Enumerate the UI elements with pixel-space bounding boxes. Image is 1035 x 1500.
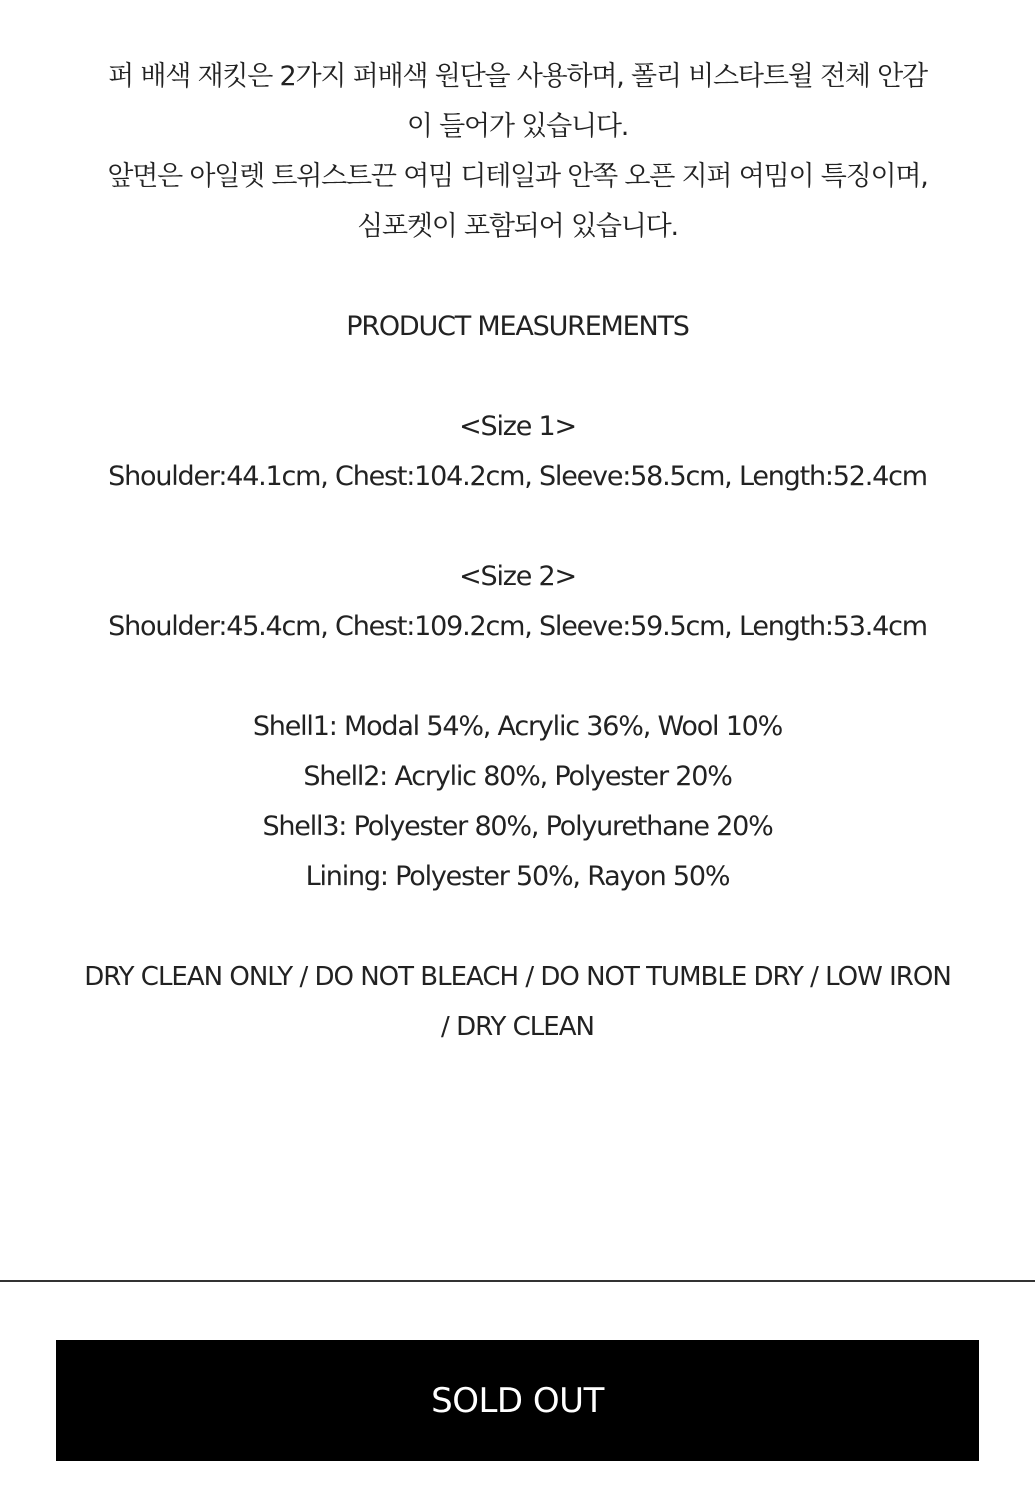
- description-line: 퍼 배색 재킷은 2가지 퍼배색 원단을 사용하며, 폴리 비스타트윌 전체 안감: [108, 61, 927, 92]
- size-label: <Size 2>: [459, 561, 576, 592]
- size-measurements: Shoulder:45.4cm, Chest:109.2cm, Sleeve:59.5cm, Length:53.4cm: [108, 611, 927, 642]
- description-line: 심포켓이 포함되어 있습니다.: [357, 211, 678, 242]
- materials-list: [0, 702, 1035, 902]
- size-measurements: Shoulder:44.1cm, Chest:104.2cm, Sleeve:58.5cm, Length:52.4cm: [108, 461, 927, 492]
- material-line: Shell1: Modal 54%, Acrylic 36%, Wool 10%: [252, 711, 783, 742]
- description-line: 앞면은 아일렛 트위스트끈 여밈 디테일과 안쪽 오픈 지퍼 여밈이 특징이며,: [107, 161, 928, 192]
- measurements-heading: PRODUCT MEASUREMENTS: [346, 311, 689, 342]
- sold-out-button[interactable]: SOLD OUT: [56, 1340, 979, 1461]
- product-description: [0, 52, 1035, 252]
- material-line: Shell3: Polyester 80%, Polyurethane 20%: [262, 811, 773, 842]
- care-instructions: DRY CLEAN ONLY / DO NOT BLEACH / DO NOT TUMBLE DRY / LOW IRON / DRY CLEAN: [84, 962, 951, 1042]
- material-line: Lining: Polyester 50%, Rayon 50%: [305, 861, 730, 892]
- description-line: 이 들어가 있습니다.: [406, 111, 629, 142]
- size-label: <Size 1>: [459, 411, 576, 442]
- material-line: Shell2: Acrylic 80%, Polyester 20%: [303, 761, 732, 792]
- product-detail-content: [0, 52, 1035, 1052]
- divider: [0, 1280, 1035, 1282]
- size-1-block: [0, 402, 1035, 502]
- size-2-block: [0, 552, 1035, 652]
